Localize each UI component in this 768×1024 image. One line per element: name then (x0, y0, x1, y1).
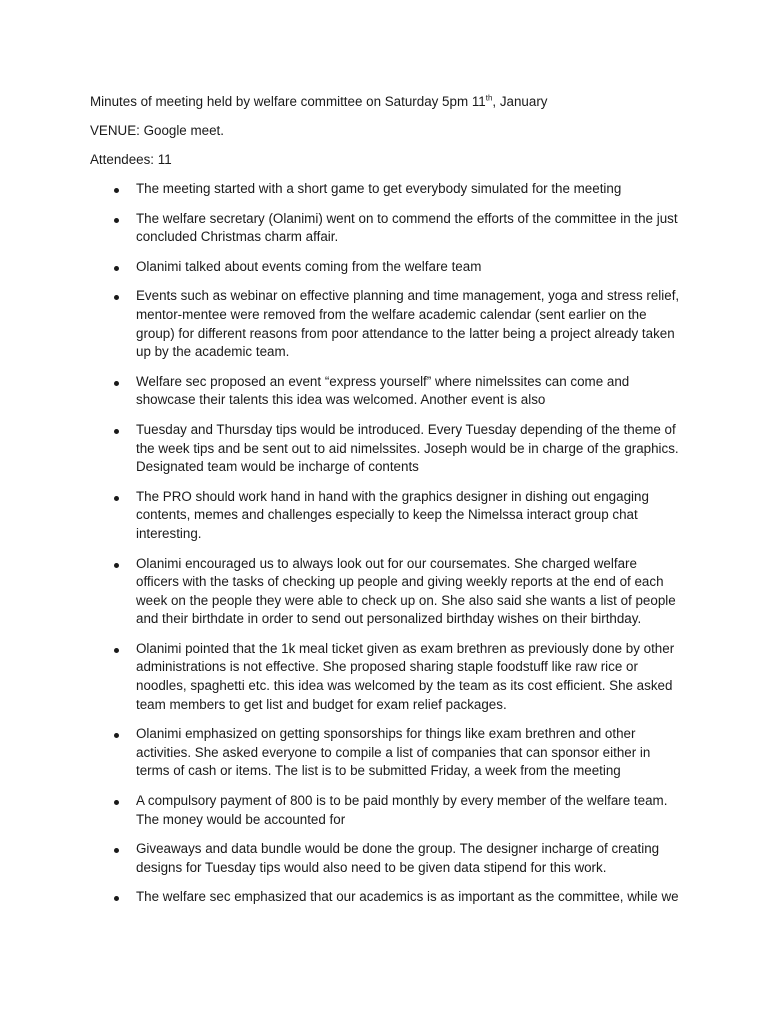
list-item-text: Olanimi pointed that the 1k meal ticket given as exam brethren as previously done by other administrations is not effective. She proposed sharing staple foodstuff like raw rice or noodles, spaghetti etc. this idea was welcomed by the team as its cost efficient. She asked team members to get list and budget for exam relief packages. (136, 640, 675, 712)
list-item (0, 180, 768, 199)
list-item-text: The welfare secretary (Olanimi) went on to commend the efforts of the committee in the just concluded Christmas charm affair. (136, 210, 678, 245)
bullet-icon (114, 381, 119, 386)
list-item-text: The PRO should work hand in hand with the graphics designer in dishing out engaging contents, memes and challenges especially to keep the Nimelssa interact group chat interesting. (136, 488, 649, 541)
list-item (0, 488, 768, 544)
bullet-icon (114, 648, 119, 653)
list-item-text: Welfare sec proposed an event “express yourself” where nimelssites can come and showcase their talents this idea was welcomed. Another event is also (136, 373, 630, 408)
list-item (0, 640, 768, 714)
list-item (0, 210, 768, 247)
list-item-text: Olanimi encouraged us to always look out for our coursemates. She charged welfare officers with the tasks of checking up people and giving weekly reports at the end of each week on the people they were able to check up on. She also said she wants a list of people and their birthdate in order to send out personalized birthday wishes on their birthday. (136, 555, 676, 627)
list-item (0, 888, 768, 907)
list-item-text: Giveaways and data bundle would be done the group. The designer incharge of creating designs for Tuesday tips would also need to be given data stipend for this work. (136, 841, 660, 875)
list-item (0, 373, 768, 410)
bullet-icon (114, 429, 119, 434)
bullet-icon (114, 218, 119, 223)
meeting-title (90, 92, 548, 111)
bullet-icon (114, 295, 119, 300)
list-item (0, 555, 768, 629)
bullet-icon (114, 800, 119, 805)
list-item-text: A compulsory payment of 800 is to be paid monthly by every member of the welfare team. The money would be accounted for (136, 793, 668, 827)
meeting-title-superscript: th (485, 93, 493, 103)
list-item (0, 840, 768, 877)
list-item-text: Tuesday and Thursday tips would be introduced. Every Tuesday depending of the theme of the week tips and be sent out to aid nimelssites. Joseph would be in charge of the graphics. Designated team would be incharge of contents (136, 421, 679, 475)
list-item-text: Olanimi talked about events coming from the welfare team (136, 258, 482, 274)
list-item (0, 258, 768, 277)
meeting-title-text: Minutes of meeting held by welfare committee on Saturday 5pm 11 (90, 94, 486, 109)
bullet-icon (114, 266, 119, 271)
bullet-icon (114, 848, 119, 853)
list-item-text: Events such as webinar on effective planning and time management, yoga and stress relief, mentor-mentee were removed from the welfare academic calendar (sent earlier on the group) for different reasons from poor attendance to the latter being a project already taken up by the academic team. (136, 288, 680, 360)
bullet-icon (114, 733, 119, 738)
list-item-text: Olanimi emphasized on getting sponsorships for things like exam brethren and other activities. She asked everyone to compile a list of companies that can sponsor either in terms of cash or items. The list is to be submitted Friday, a week from the meeting (136, 726, 651, 779)
list-item-text: The meeting started with a short game to get everybody simulated for the meeting (136, 181, 622, 196)
attendees-line: Attendees: 11 (90, 152, 172, 167)
bullet-icon (114, 496, 119, 501)
venue-line: VENUE: Google meet. (90, 123, 224, 138)
list-item (0, 421, 768, 477)
minutes-list (0, 180, 768, 918)
bullet-icon (114, 188, 119, 193)
bullet-icon (114, 563, 119, 568)
list-item-text: The welfare sec emphasized that our academics is as important as the committee, while we (136, 889, 679, 905)
list-item (0, 725, 768, 781)
meeting-title-suffix: , January (492, 94, 548, 109)
list-item (0, 792, 768, 829)
bullet-icon (114, 896, 119, 901)
list-item (0, 287, 768, 361)
